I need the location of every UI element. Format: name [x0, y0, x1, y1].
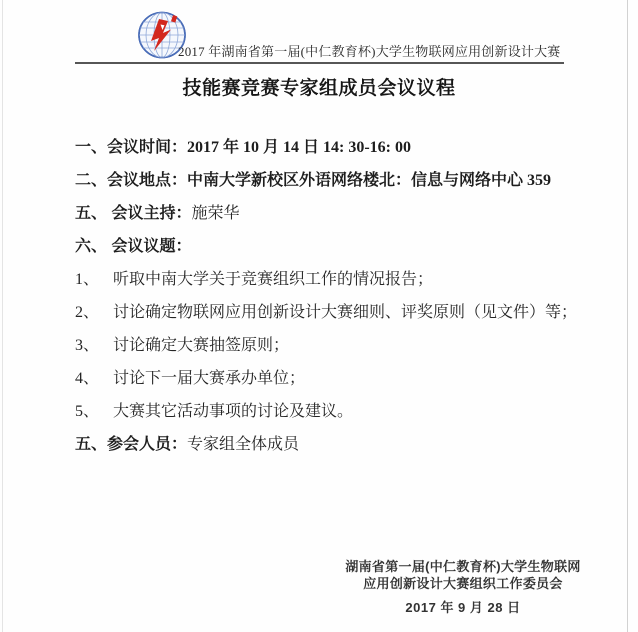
agenda-body [75, 131, 578, 461]
agenda-label: 五、参会人员： [75, 436, 188, 453]
footer-org-line-1: 湖南省第一届(中仁教育杯)大学生物联网 [345, 559, 581, 574]
agenda-value: 施荣华 [191, 205, 240, 222]
agenda-line-participants [75, 428, 575, 461]
agenda-line-location [75, 164, 575, 197]
agenda-line-time [75, 131, 575, 164]
agenda-topic-1 [75, 263, 575, 296]
footer-signature-block [311, 558, 615, 616]
topic-number: 3、 [75, 337, 100, 354]
agenda-value: 中南大学新校区外语网络楼北：信息与网络中心 359 [187, 172, 552, 189]
header-rule [75, 62, 564, 64]
agenda-topic-2 [75, 296, 578, 329]
agenda-label: 五、 会议主持： [75, 205, 192, 222]
footer-org-line-2: 应用创新设计大赛组织工作委员会 [363, 576, 563, 591]
footer-date: 2017 年 9 月 28 日 [405, 600, 521, 615]
topic-text: 讨论确定大赛抽签原则； [113, 337, 290, 354]
agenda-value: 2017 年 10 月 14 日 14: 30-16: 00 [187, 139, 412, 156]
agenda-value: 专家组全体成员 [187, 436, 300, 453]
topic-text: 听取中南大学关于竞赛组织工作的情况报告； [113, 271, 434, 288]
page-title: 技能赛竞赛专家组成员会议议程 [182, 78, 456, 99]
agenda-line-topics-header [75, 230, 575, 263]
agenda-topic-4 [75, 362, 575, 395]
topic-number: 4、 [75, 370, 100, 387]
agenda-line-host [75, 197, 575, 230]
topic-number: 5、 [75, 403, 100, 420]
topic-text: 讨论下一届大赛承办单位； [113, 370, 306, 387]
agenda-label: 二、会议地点： [75, 172, 188, 189]
agenda-label: 六、 会议议题： [75, 238, 192, 255]
topic-number: 1、 [75, 271, 100, 288]
topic-text: 大赛其它活动事项的讨论及建议。 [113, 403, 354, 420]
competition-title-line: 2017 年湖南省第一届(中仁教育杯)大学生物联网应用创新设计大赛 [178, 44, 561, 59]
agenda-topic-5 [75, 395, 575, 428]
agenda-topic-3 [75, 329, 575, 362]
agenda-label: 一、会议时间： [75, 139, 188, 156]
topic-number: 2、 [75, 304, 100, 321]
topic-text: 讨论确定物联网应用创新设计大赛细则、评奖原则（见文件）等； [113, 304, 578, 321]
